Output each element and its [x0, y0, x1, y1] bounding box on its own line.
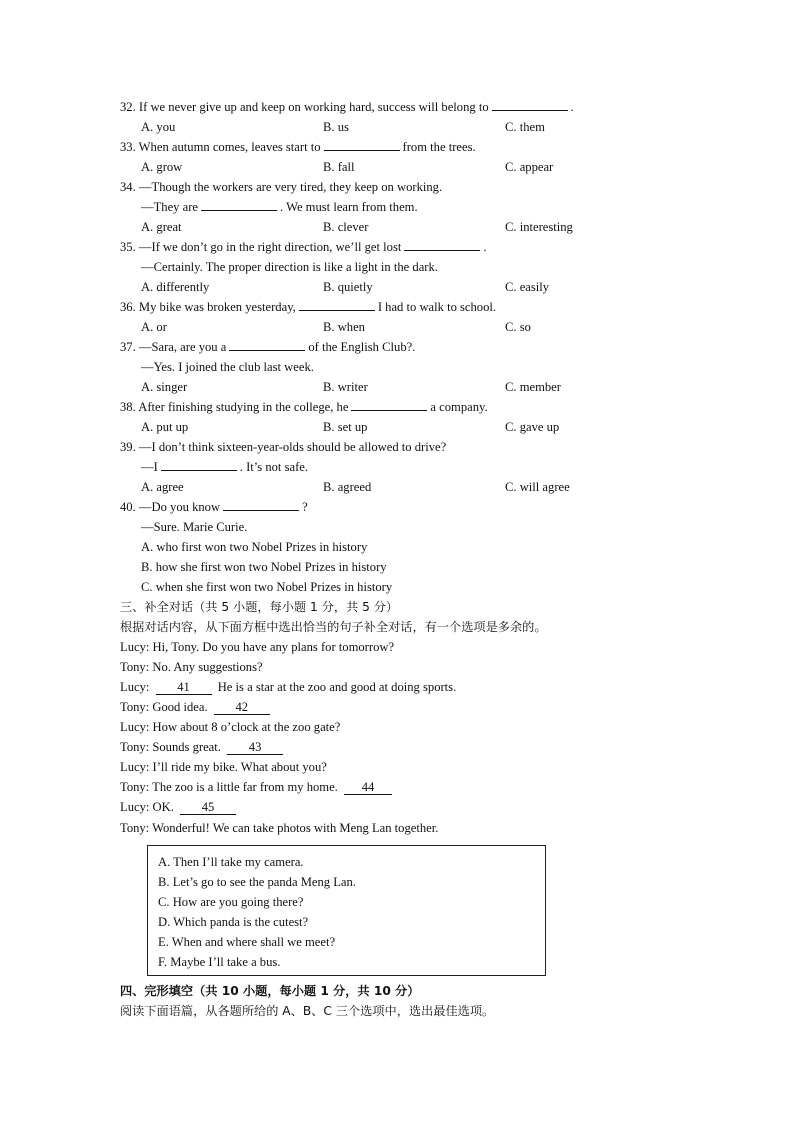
blank-number: 43	[227, 741, 283, 755]
question-35-reply: —Certainly. The proper direction is like a light in the dark.	[141, 260, 438, 274]
reply-text-end: . We must learn from them.	[280, 200, 418, 214]
question-stem-end: of the English Club?.	[308, 340, 416, 354]
option-c: C. gave up	[505, 420, 560, 434]
question-stem: When autumn comes, leaves start to	[138, 140, 321, 154]
dialogue-text: How about 8 o’clock at the zoo gate?	[152, 720, 341, 734]
answer-blank	[223, 497, 299, 511]
option-b: B. when	[323, 320, 365, 334]
question-38	[120, 397, 488, 417]
dialogue-line	[120, 757, 327, 777]
question-number: 39.	[120, 440, 136, 454]
question-32	[120, 97, 574, 117]
question-39	[120, 437, 446, 457]
dialogue-line	[120, 818, 438, 838]
speaker: Tony:	[120, 660, 150, 674]
option-c: C. when she first won two Nobel Prizes in history	[141, 580, 393, 594]
speaker: Tony:	[120, 740, 150, 754]
answer-blank	[161, 457, 237, 471]
dialogue-options-box	[147, 845, 546, 976]
answer-blank	[299, 297, 375, 311]
option-b: B. agreed	[323, 480, 372, 494]
option-a: A. singer	[141, 380, 188, 394]
dialogue-text: No. Any suggestions?	[152, 660, 263, 674]
speaker: Tony:	[120, 821, 150, 835]
question-stem: After finishing studying in the college, he	[138, 400, 349, 414]
answer-blank	[229, 337, 305, 351]
reply-text: —I	[141, 460, 158, 474]
section-4-heading: 四、完形填空（共 10 小题，每小题 1 分，共 10 分）	[120, 984, 420, 998]
box-option-b: B. Let’s go to see the panda Meng Lan.	[158, 875, 356, 889]
option-b: B. writer	[323, 380, 368, 394]
question-stem-end: ?	[302, 500, 308, 514]
question-stem: —Do you know	[138, 500, 221, 514]
answer-blank	[324, 137, 400, 151]
option-a: A. put up	[141, 420, 189, 434]
section-3-heading: 三、补全对话（共 5 小题，每小题 1 分，共 5 分）	[120, 600, 399, 614]
question-stem: If we never give up and keep on working hard, success will belong to	[138, 100, 489, 114]
dialogue-line	[120, 697, 273, 717]
option-c: C. easily	[505, 280, 550, 294]
answer-blank	[492, 97, 568, 111]
question-number: 32.	[120, 100, 136, 114]
question-stem: My bike was broken yesterday,	[138, 300, 296, 314]
dialogue-text: He is a star at the zoo and good at doing sports.	[217, 680, 457, 694]
box-option-d: D. Which panda is the cutest?	[158, 915, 309, 929]
option-b: B. us	[323, 120, 349, 134]
question-stem-end: .	[483, 240, 487, 254]
question-stem: —Sara, are you a	[138, 340, 227, 354]
question-stem-end: a company.	[430, 400, 488, 414]
speaker: Tony:	[120, 780, 150, 794]
section-4-instruction: 阅读下面语篇，从各题所给的 A、B、C 三个选项中，选出最佳选项。	[120, 1004, 495, 1018]
question-35	[120, 237, 487, 257]
question-40	[120, 497, 308, 517]
speaker: Lucy:	[120, 680, 150, 694]
box-option-f: F. Maybe I’ll take a bus.	[158, 955, 281, 969]
question-number: 33.	[120, 140, 136, 154]
dialogue-text: Hi, Tony. Do you have any plans for tomorrow?	[152, 640, 395, 654]
option-a: A. grow	[141, 160, 183, 174]
question-stem: —Though the workers are very tired, they keep on working.	[138, 180, 443, 194]
question-stem-end: .	[570, 100, 574, 114]
section-3-instruction: 根据对话内容，从下面方框中选出恰当的句子补全对话，有一个选项是多余的。	[120, 620, 547, 634]
question-stem-end: from the trees.	[402, 140, 476, 154]
question-number: 36.	[120, 300, 136, 314]
option-a: A. agree	[141, 480, 184, 494]
question-number: 37.	[120, 340, 136, 354]
blank-number: 41	[156, 681, 212, 695]
answer-blank	[351, 397, 427, 411]
dialogue-line	[120, 657, 263, 677]
option-b: B. set up	[323, 420, 368, 434]
speaker: Tony:	[120, 700, 150, 714]
question-number: 40.	[120, 500, 136, 514]
speaker: Lucy:	[120, 640, 150, 654]
question-33	[120, 137, 476, 157]
option-c: C. member	[505, 380, 561, 394]
reply-text: —They are	[141, 200, 198, 214]
option-b: B. how she first won two Nobel Prizes in history	[141, 560, 387, 574]
speaker: Lucy:	[120, 720, 150, 734]
option-c: C. interesting	[505, 220, 573, 234]
option-b: B. clever	[323, 220, 369, 234]
option-c: C. will agree	[505, 480, 570, 494]
option-c: C. them	[505, 120, 545, 134]
question-34	[120, 177, 442, 197]
question-stem-end: I had to walk to school.	[377, 300, 497, 314]
question-37-reply: —Yes. I joined the club last week.	[141, 360, 314, 374]
dialogue-text: The zoo is a little far from my home.	[152, 780, 338, 794]
option-c: C. so	[505, 320, 531, 334]
box-option-c: C. How are you going there?	[158, 895, 304, 909]
question-number: 34.	[120, 180, 136, 194]
box-option-e: E. When and where shall we meet?	[158, 935, 336, 949]
option-b: B. quietly	[323, 280, 373, 294]
option-a: A. differently	[141, 280, 210, 294]
question-stem: —If we don’t go in the right direction, we’ll get lost	[138, 240, 402, 254]
question-number: 38.	[120, 400, 136, 414]
option-c: C. appear	[505, 160, 554, 174]
box-option-a: A. Then I’ll take my camera.	[158, 855, 304, 869]
blank-number: 42	[214, 701, 270, 715]
dialogue-text: Good idea.	[152, 700, 208, 714]
reply-text-end: . It’s not safe.	[239, 460, 308, 474]
question-34-reply	[141, 197, 418, 217]
speaker: Lucy:	[120, 760, 150, 774]
option-b: B. fall	[323, 160, 355, 174]
question-37	[120, 337, 415, 357]
dialogue-line	[120, 677, 456, 697]
question-40-reply: —Sure. Marie Curie.	[141, 520, 248, 534]
question-39-reply	[141, 457, 308, 477]
blank-number: 44	[344, 781, 392, 795]
dialogue-line	[120, 797, 239, 817]
option-a: A. great	[141, 220, 182, 234]
option-a: A. or	[141, 320, 167, 334]
option-a: A. you	[141, 120, 176, 134]
question-36	[120, 297, 496, 317]
answer-blank	[201, 197, 277, 211]
dialogue-line	[120, 737, 286, 757]
speaker: Lucy:	[120, 800, 150, 814]
dialogue-text: Sounds great.	[152, 740, 221, 754]
dialogue-line	[120, 717, 340, 737]
dialogue-text: OK.	[152, 800, 174, 814]
option-a: A. who first won two Nobel Prizes in history	[141, 540, 368, 554]
blank-number: 45	[180, 801, 236, 815]
dialogue-text: Wonderful! We can take photos with Meng Lan together.	[152, 821, 439, 835]
answer-blank	[404, 237, 480, 251]
dialogue-line	[120, 637, 394, 657]
question-stem: —I don’t think sixteen-year-olds should be allowed to drive?	[138, 440, 447, 454]
question-number: 35.	[120, 240, 136, 254]
dialogue-text: I’ll ride my bike. What about you?	[152, 760, 327, 774]
dialogue-line	[120, 777, 395, 797]
